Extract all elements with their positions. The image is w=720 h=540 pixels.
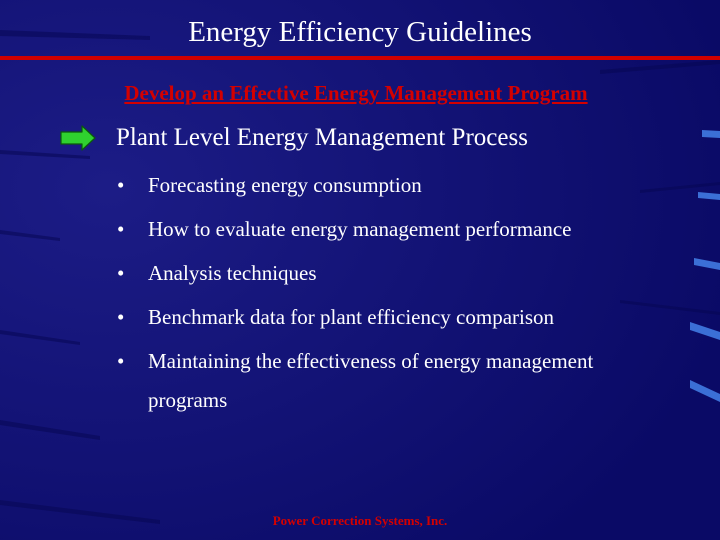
section-heading: Plant Level Energy Management Process bbox=[116, 124, 528, 151]
slide-subtitle: Develop an Effective Energy Management Program bbox=[124, 81, 588, 105]
bullet-text: Analysis techniques bbox=[148, 261, 317, 285]
bullet-text: Maintaining the effectiveness of energy management programs bbox=[148, 349, 594, 412]
list-item bbox=[115, 166, 675, 205]
slide-title: Energy Efficiency Guidelines bbox=[188, 16, 532, 48]
list-item bbox=[115, 254, 675, 293]
bullet-marker: • bbox=[117, 261, 125, 285]
bullet-marker: • bbox=[117, 349, 125, 373]
list-item bbox=[115, 210, 675, 249]
bullet-marker: • bbox=[117, 217, 125, 241]
bullet-text: Forecasting energy consumption bbox=[148, 173, 422, 197]
list-item bbox=[115, 298, 675, 337]
bullet-text: Benchmark data for plant efficiency comparison bbox=[148, 305, 555, 329]
bullet-marker: • bbox=[117, 305, 125, 329]
bullet-text: How to evaluate energy management performance bbox=[148, 217, 572, 241]
bullet-list bbox=[115, 166, 675, 425]
section-heading-row bbox=[60, 120, 528, 156]
title-divider bbox=[0, 56, 720, 60]
bullet-marker: • bbox=[117, 173, 125, 197]
right-arrow-icon bbox=[60, 125, 96, 151]
list-item bbox=[115, 342, 675, 420]
footer-company-name: Power Correction Systems, Inc. bbox=[272, 513, 448, 528]
